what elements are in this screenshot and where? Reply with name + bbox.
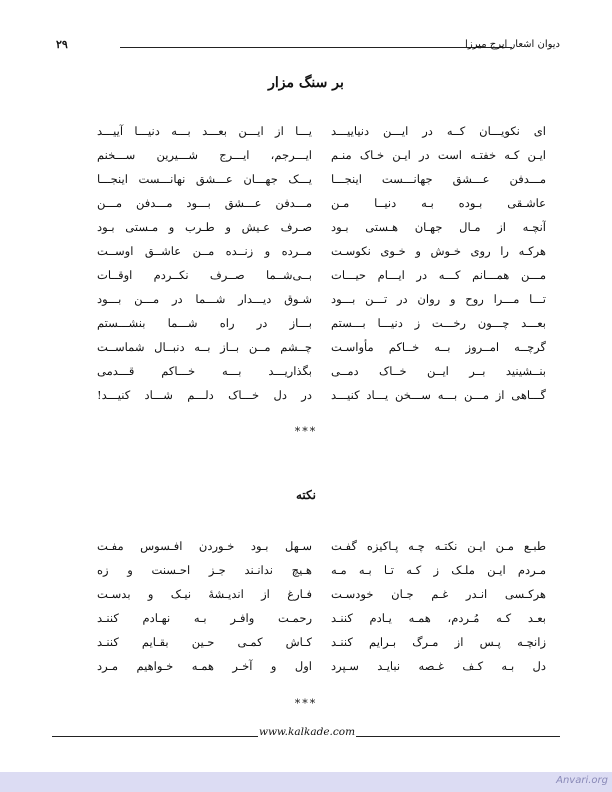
verse-line: چــشم مــن بــاز بــه دنبــال شماســت	[97, 340, 312, 354]
poem1-right-column	[331, 119, 546, 407]
verse-line: صـرف عـیش و طـرب و مـستی بـود	[97, 220, 312, 234]
verse-line: هـیچ ندانـند جـز احـسنت و زه	[97, 563, 312, 577]
verse-line: آنچـه از مـال جهـان هـستی بـود	[331, 220, 546, 234]
bottom-bar	[0, 772, 612, 792]
poem2-left-column	[97, 534, 312, 678]
verse-line: عاشـقی بـوده بـه دنیــا مـن	[331, 196, 546, 210]
watermark: Anvari.org	[556, 775, 608, 786]
verse-line: طبـع مـن ایـن نکتـه چـه پـاکیزه گفـت	[331, 539, 546, 553]
verse-line: مـردم ایـن ملـک ز کـه تـا بـه مـه	[331, 563, 546, 577]
poem2-right-column	[331, 534, 546, 678]
verse-line: دل بـه کـف غـصه نبایـد سـپرد	[331, 659, 546, 673]
verse-line: کـاش کمـی حـین بقـایم کننـد	[97, 635, 312, 649]
header-rule	[120, 47, 512, 48]
poem1-left-column	[97, 119, 312, 407]
page-footer	[52, 726, 560, 742]
section-separator: ***	[294, 697, 318, 710]
verse-line: مـــدفن عـــشق بـــود مـــدفن مـــن	[97, 196, 312, 210]
page-header	[46, 38, 566, 54]
verse-line: هرکـه را روی خـوش و خـوی نکوسـت	[331, 244, 546, 258]
verse-line: بنــشینید بــر ایــن خــاک دمــی	[331, 364, 546, 378]
page-number: ۲۹	[56, 38, 68, 51]
verse-line: شـوق دیـــدار شـــما در مـــن بـــود	[97, 292, 312, 306]
verse-line: مــرده و زنــده مــن عاشــق اوســت	[97, 244, 312, 258]
verse-line: سـهل بـود خـوردن افـسوس مفـت	[97, 539, 312, 553]
verse-line: گرچــه امــروز بــه خــاکم مأواسـت	[331, 340, 546, 354]
verse-line: یـــک جهـــان عـــشق نهانـــست اینجـــا	[97, 172, 312, 186]
verse-line: بگذاریـــد بـــه خـــاکم قـــدمی	[97, 364, 312, 378]
verse-line: اول و آخـر همـه خـواهیم مـرد	[97, 659, 312, 673]
footer-rule-right	[356, 736, 560, 737]
verse-line: بعـــد چـــون رخـــت ز دنیـــا بـــستم	[331, 316, 546, 330]
verse-line: بــی‌شــما صــرف نکــردم اوقــات	[97, 268, 312, 282]
verse-line: بعـد کـه مُـردم، همـه یـادم کننـد	[331, 611, 546, 625]
poem-title: نکته	[295, 488, 317, 502]
verse-line: هرکـسی انـدر غـم جـان خودسـت	[331, 587, 546, 601]
footer-site-link[interactable]: www.kalkade.com	[258, 726, 356, 738]
section-separator: ***	[294, 425, 318, 438]
verse-line: در دل خـــاک دلـــم شـــاد کنیـــد!	[97, 388, 312, 402]
poem-title: بر سنگ مزار	[268, 75, 344, 91]
verse-line: ایـن کـه خفتـه است در ایـن خـاک منـم	[331, 148, 546, 162]
verse-line: زانچـه پـس از مـرگ بـرایم کننـد	[331, 635, 546, 649]
verse-line: فـارغ از اندیـشهٔ نیـک و بدسـت	[97, 587, 312, 601]
verse-line: بـــاز در راه شـــما بنشـــستم	[97, 316, 312, 330]
verse-line: ای نکویـــان کــه در ایـــن دنیاییـــد	[331, 124, 546, 138]
verse-line: یـــا از ایـــن بعـــد بـــه دنیـــا آییـــد	[97, 124, 312, 138]
book-title: دیوان اشعار ایرج میرزا	[465, 39, 560, 50]
verse-line: رحمـت وافـر بـه نهـادم کننـد	[97, 611, 312, 625]
verse-line: مـــدفن عـــشق جهانـــست اینجـــا	[331, 172, 546, 186]
footer-rule-left	[52, 736, 258, 737]
verse-line: مـــن همـــانم کـــه در ایـــام حیـــات	[331, 268, 546, 282]
verse-line: ایـــرجم، ایـــرج شـــیرین ســـخنم	[97, 148, 312, 162]
verse-line: تـــا مـــرا روح و روان در تـــن بـــود	[331, 292, 546, 306]
verse-line: گـــاهی از مـــن بـــه ســـخن یـــاد کنیـــد	[331, 388, 546, 402]
